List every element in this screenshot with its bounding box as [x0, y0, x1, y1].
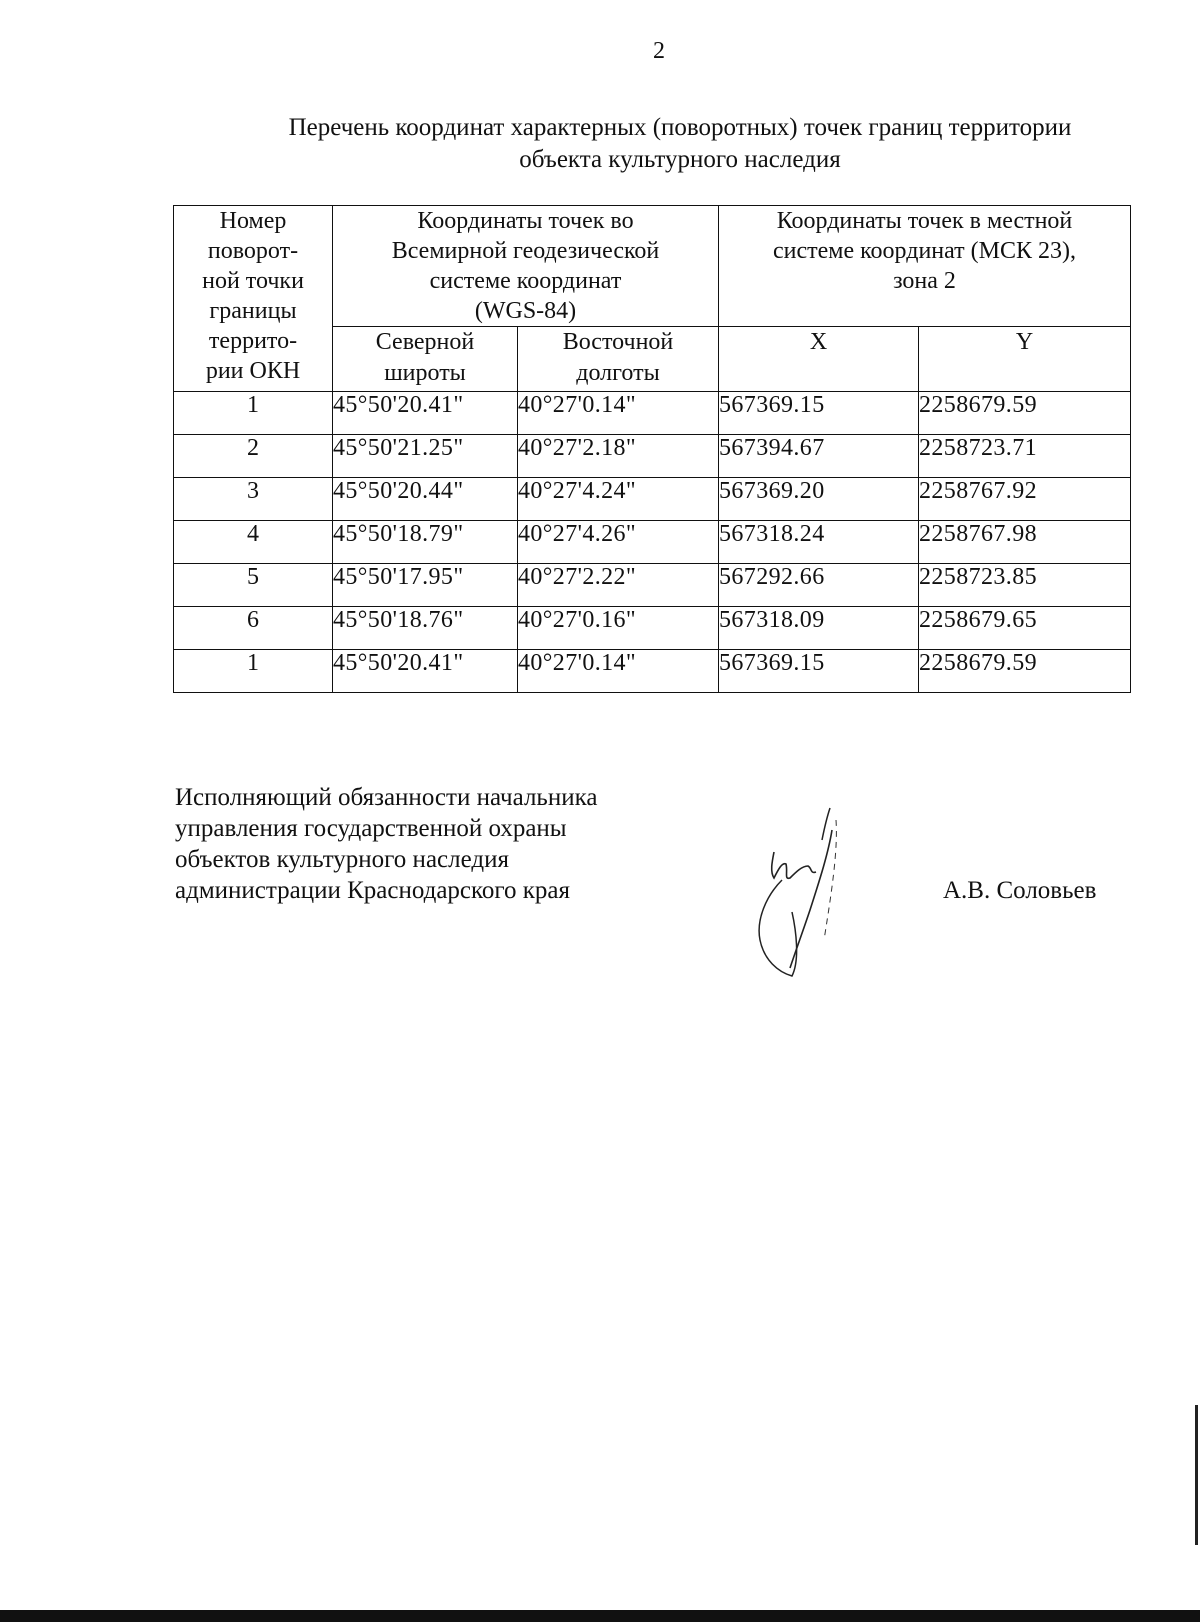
- point-number-cell: 1: [174, 650, 333, 693]
- longitude-cell: 40°27'0.14": [518, 650, 719, 693]
- table-row: [174, 521, 1131, 564]
- longitude-cell: 40°27'2.18": [518, 435, 719, 478]
- handwritten-signature: [752, 800, 892, 1000]
- x-cell: 567369.20: [719, 478, 919, 521]
- point-number-cell: 4: [174, 521, 333, 564]
- signatory-position-line: Исполняющий обязанности начальника: [175, 784, 598, 811]
- scan-edge-mark: [1195, 1405, 1198, 1545]
- document-title-line-2: объекта культурного наследия: [519, 146, 841, 173]
- header-msk23-line: зона 2: [893, 268, 956, 294]
- point-number-cell: 1: [174, 392, 333, 435]
- header-wgs84-line: Всемирной геодезической: [391, 238, 660, 264]
- header-wgs84-line: (WGS-84): [474, 298, 577, 324]
- longitude-cell: 40°27'2.22": [518, 564, 719, 607]
- x-cell: 567292.66: [719, 564, 919, 607]
- table-row: [174, 392, 1131, 435]
- header-latitude-line: широты: [384, 360, 466, 386]
- page-number: 2: [653, 38, 665, 64]
- point-number-cell: 6: [174, 607, 333, 650]
- signatory-position-line: объектов культурного наследия: [175, 846, 509, 873]
- table-row: [174, 607, 1131, 650]
- longitude-cell: 40°27'4.24": [518, 478, 719, 521]
- coordinates-table: [173, 205, 1131, 693]
- header-point-number-line: рии ОКН: [205, 358, 301, 384]
- table-row: [174, 478, 1131, 521]
- header-point-number-line: террито-: [208, 328, 298, 354]
- header-point-number: [174, 206, 333, 392]
- x-cell: 567369.15: [719, 650, 919, 693]
- header-wgs84: [333, 206, 719, 327]
- y-cell: 2258723.85: [919, 564, 1131, 607]
- latitude-cell: 45°50'20.44": [333, 478, 518, 521]
- longitude-cell: 40°27'0.16": [518, 607, 719, 650]
- latitude-cell: 45°50'21.25": [333, 435, 518, 478]
- header-point-number-line: границы: [209, 298, 297, 324]
- header-point-number-line: ной точки: [202, 268, 304, 294]
- longitude-cell: 40°27'4.26": [518, 521, 719, 564]
- table-header-row: [174, 206, 1131, 327]
- y-cell: 2258767.98: [919, 521, 1131, 564]
- x-cell: 567394.67: [719, 435, 919, 478]
- latitude-cell: 45°50'20.41": [333, 392, 518, 435]
- header-msk23-line: системе координат (МСК 23),: [772, 238, 1076, 264]
- y-cell: 2258723.71: [919, 435, 1131, 478]
- longitude-cell: 40°27'0.14": [518, 392, 719, 435]
- header-wgs84-line: Координаты точек во: [417, 208, 634, 234]
- signatory-name: А.В. Соловьев: [943, 877, 1097, 904]
- y-cell: 2258767.92: [919, 478, 1131, 521]
- header-point-number-line: поворот-: [207, 238, 299, 264]
- header-y: Y: [919, 327, 1131, 392]
- header-latitude: [333, 327, 518, 392]
- point-number-cell: 3: [174, 478, 333, 521]
- header-msk23-line: Координаты точек в местной: [776, 208, 1073, 234]
- scan-bottom-edge: [0, 1610, 1200, 1622]
- signatory-position: [175, 782, 597, 906]
- x-cell: 567318.09: [719, 607, 919, 650]
- x-cell: 567318.24: [719, 521, 919, 564]
- latitude-cell: 45°50'18.76": [333, 607, 518, 650]
- header-msk23: [719, 206, 1131, 327]
- y-cell: 2258679.65: [919, 607, 1131, 650]
- latitude-cell: 45°50'20.41": [333, 650, 518, 693]
- x-cell: 567369.15: [719, 392, 919, 435]
- table-row: [174, 564, 1131, 607]
- latitude-cell: 45°50'18.79": [333, 521, 518, 564]
- header-latitude-line: Северной: [375, 329, 475, 355]
- y-cell: 2258679.59: [919, 650, 1131, 693]
- table-row: [174, 435, 1131, 478]
- header-point-number-line: Номер: [219, 208, 287, 234]
- header-wgs84-line: системе координат: [429, 268, 622, 294]
- latitude-cell: 45°50'17.95": [333, 564, 518, 607]
- document-title: [180, 112, 1180, 176]
- point-number-cell: 5: [174, 564, 333, 607]
- table-row: [174, 650, 1131, 693]
- header-longitude-line: Восточной: [562, 329, 674, 355]
- header-x: X: [719, 327, 919, 392]
- header-longitude-line: долготы: [576, 360, 660, 386]
- signatory-position-line: администрации Краснодарского края: [175, 877, 571, 904]
- document-title-line-1: Перечень координат характерных (поворотных) точек границ территории: [288, 114, 1072, 141]
- y-cell: 2258679.59: [919, 392, 1131, 435]
- point-number-cell: 2: [174, 435, 333, 478]
- signatory-position-line: управления государственной охраны: [175, 815, 567, 842]
- header-longitude: [518, 327, 719, 392]
